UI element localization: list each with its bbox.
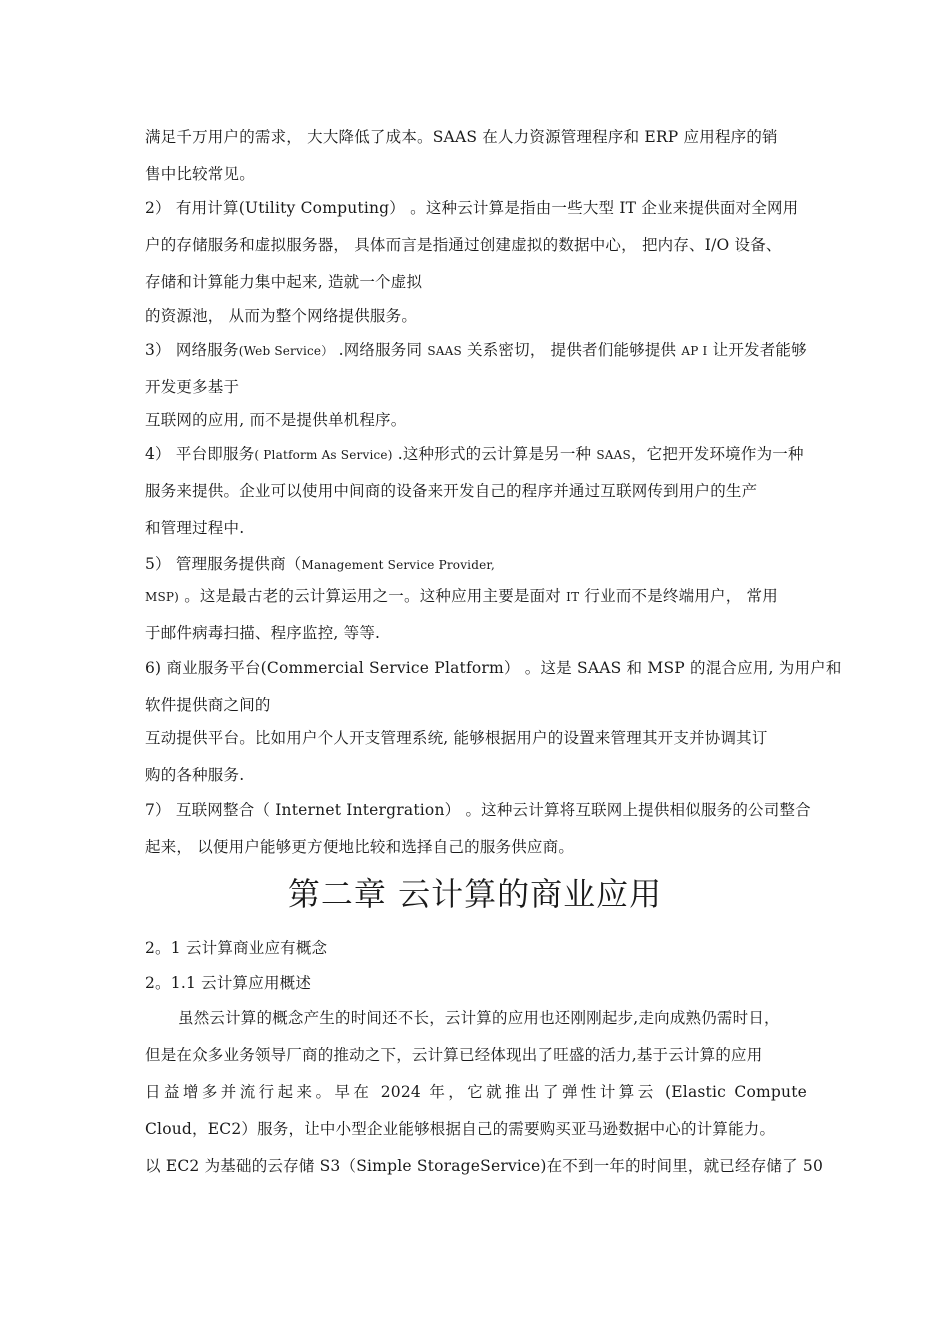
text-line: 开发更多基于: [145, 378, 240, 396]
text-run: IT: [566, 590, 580, 604]
text-line: [145, 444, 825, 465]
text-line: 互联网的应用, 而不是提供单机程序。: [145, 411, 407, 429]
text-line: 的资源池， 从而为整个网络提供服务。: [145, 307, 418, 325]
text-line: 存储和计算能力集中起来, 造就一个虚拟: [145, 273, 423, 291]
section-heading: 2。1.1 云计算应用概述: [145, 974, 312, 992]
text-line: 软件提供商之间的: [145, 696, 271, 714]
text-run: ，它把开发环境作为一种: [630, 445, 804, 463]
text-run: 4） 平台即服务: [145, 445, 255, 463]
text-run: 让开发者能够: [707, 341, 807, 359]
section-heading: 2。1 云计算商业应有概念: [145, 939, 328, 957]
text-line: 服务来提供。企业可以使用中间商的设备来开发自己的程序并通过互联网传到用户的生产: [145, 482, 758, 500]
text-run: SAAS: [427, 344, 462, 358]
text-line: [145, 340, 825, 361]
text-run: 5） 管理服务提供商（: [145, 555, 302, 573]
text-run: 。这是最古老的云计算运用之一。这种应用主要是面对: [179, 587, 567, 605]
text-run: ( Platform As Service): [254, 448, 393, 462]
text-run: 行业而不是终端用户， 常用: [579, 587, 778, 605]
text-line: 购的各种服务.: [145, 766, 245, 784]
text-run: .网络服务同: [333, 341, 428, 359]
text-run: .这种形式的云计算是另一种: [392, 445, 597, 463]
text-line: 满足千万用户的需求， 大大降低了成本。SAAS 在人力资源管理程序和 ERP 应用程序的销: [145, 128, 778, 146]
text-line: 于邮件病毒扫描、程序监控, 等等.: [145, 624, 381, 642]
text-run: 关系密切， 提供者们能够提供: [461, 341, 682, 359]
chapter-title: 第二章 云计算的商业应用: [287, 875, 663, 913]
text-line: [145, 554, 825, 575]
text-line: 日益增多并流行起来。早在 2024 年，它就推出了弹性计算云 (Elastic Compute: [145, 1083, 807, 1101]
text-line: 户的存储服务和虚拟服务器， 具体而言是指通过创建虚拟的数据中心， 把内存、I/O 设备、: [145, 236, 782, 254]
text-run: MSP): [145, 590, 180, 604]
text-line: 互动提供平台。比如用户个人开支管理系统, 能够根据用户的设置来管理其开支并协调其订: [145, 729, 768, 747]
text-run: SAAS: [596, 448, 631, 462]
text-line: Cloud，EC2）服务，让中小型企业能够根据自己的需要购买亚马逊数据中心的计算能力。: [145, 1120, 776, 1138]
text-line: 售中比较常见。: [145, 165, 255, 183]
text-run: 3） 网络服务: [145, 341, 239, 359]
text-line: 但是在众多业务领导厂商的推动之下，云计算已经体现出了旺盛的活力,基于云计算的应用: [145, 1046, 763, 1064]
text-line: 以 EC2 为基础的云存储 S3（Simple StorageService)在不到一年的时间里，就已经存储了 50: [145, 1157, 824, 1175]
text-run: (Web Service）: [238, 344, 334, 358]
text-line: [145, 586, 825, 607]
text-line: 起来， 以便用户能够更方便地比较和选择自己的服务供应商。: [145, 838, 575, 856]
text-run: AP I: [681, 344, 708, 358]
text-line: 虽然云计算的概念产生的时间还不长，云计算的应用也还刚刚起步,走向成熟仍需时日，: [178, 1009, 780, 1027]
text-run: Management Service Provider,: [301, 558, 496, 572]
text-line: 6) 商业服务平台(Commercial Service Platform） 。这是 SAAS 和 MSP 的混合应用, 为用户和: [145, 659, 842, 677]
text-line: 7） 互联网整合（ Internet Intergration） 。这种云计算将互联网上提供相似服务的公司整合: [145, 801, 811, 819]
text-line: 和管理过程中.: [145, 519, 245, 537]
text-line: 2） 有用计算(Utility Computing） 。这种云计算是指由一些大型 IT 企业来提供面对全网用: [145, 199, 799, 217]
